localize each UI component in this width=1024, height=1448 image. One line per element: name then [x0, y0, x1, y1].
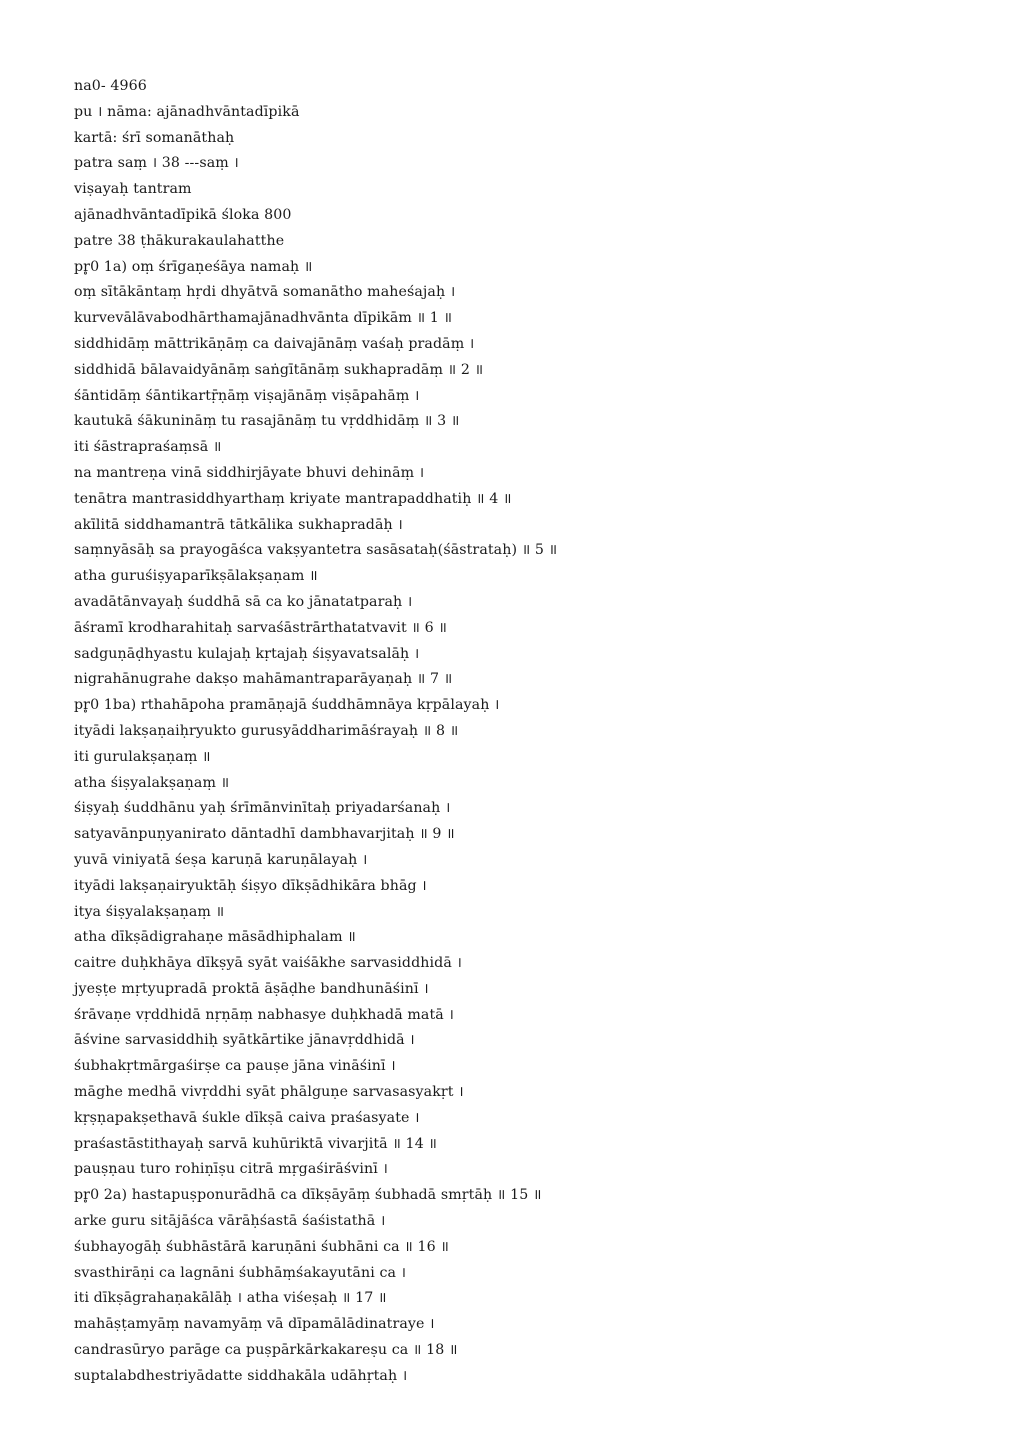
text-line: iti gurulakṣaṇaṃ ॥ — [74, 748, 211, 765]
text-line: śiṣyaḥ śuddhānu yaḥ śrīmānvinītaḥ priyadarśanaḥ । — [74, 800, 451, 817]
text-line: māghe medhā vivṛddhi syāt phālguṇe sarvasasyakṛt । — [74, 1084, 464, 1101]
text-line: jyeṣṭe mṛtyupradā proktā āṣāḍhe bandhunāśinī । — [74, 980, 429, 997]
text-line: mahāṣṭamyāṃ navamyāṃ vā dīpamālādinatraye । — [74, 1316, 435, 1333]
text-line: āśramī krodharahitaḥ sarvaśāstrārthatatvavit ॥ 6 ॥ — [74, 619, 447, 636]
text-line: svasthirāṇi ca lagnāni śubhāṃśakayutāni ca । — [74, 1264, 407, 1281]
text-line-book-name: pu । nāma: ajānadhvāntadīpikā — [74, 103, 300, 120]
text-line-folio-source: patre 38 ṭhākurakaulahatthe — [74, 232, 285, 249]
text-line: pr̥0 2a) hastapuṣponurādhā ca dīkṣāyāṃ śubhadā smṛtāḥ ॥ 15 ॥ — [74, 1187, 542, 1204]
text-line: iti dīkṣāgrahaṇakālāḥ । atha viśeṣaḥ ॥ 17 ॥ — [74, 1290, 387, 1307]
text-line: kurvevālāvabodhārthamajānadhvānta dīpikām ॥ 1 ॥ — [74, 310, 453, 327]
text-line: saṃnyāsāḥ sa prayogāśca vakṣyantetra sasāsataḥ(śāstrataḥ) ॥ 5 ॥ — [74, 542, 558, 559]
text-line: āśvine sarvasiddhiḥ syātkārtike jānavṛddhidā । — [74, 1032, 415, 1049]
text-line: siddhidā bālavaidyānāṃ saṅgītānāṃ sukhapradāṃ ॥ 2 ॥ — [74, 361, 484, 378]
text-line-catalog-number: na0- 4966 — [74, 78, 147, 94]
text-line: ityādi lakṣaṇairyuktāḥ śiṣyo dīkṣādhikāra bhāg । — [74, 877, 427, 894]
text-line: kṛṣṇapakṣethavā śukle dīkṣā caiva praśasyate । — [74, 1109, 420, 1126]
text-line: śrāvaṇe vṛddhidā nṛṇāṃ nabhasye duḥkhadā matā । — [74, 1006, 454, 1023]
text-line: sadguṇāḍhyastu kulajaḥ kṛtajaḥ śiṣyavatsalāḥ । — [74, 645, 420, 662]
text-line: iti śāstrapraśaṃsā ॥ — [74, 439, 222, 456]
text-line: satyavānpuṇyanirato dāntadhī dambhavarjitaḥ ॥ 9 ॥ — [74, 826, 455, 843]
text-line: śubhakṛtmārgaśirṣe ca pauṣe jāna vināśinī । — [74, 1058, 396, 1075]
text-line: tenātra mantrasiddhyarthaṃ kriyate mantrapaddhatiḥ ॥ 4 ॥ — [74, 490, 512, 507]
text-line: śubhayogāḥ śubhāstārā karuṇāni śubhāni ca ॥ 16 ॥ — [74, 1238, 449, 1255]
text-line: pr̥0 1ba) rthahāpoha pramāṇajā śuddhāmnāya kṛpālayaḥ । — [74, 697, 500, 714]
text-line: suptalabdhestriyādatte siddhakāla udāhṛtaḥ । — [74, 1367, 408, 1384]
text-line: yuvā viniyatā śeṣa karuṇā karuṇālayaḥ । — [74, 851, 368, 868]
text-line: ityādi lakṣaṇaiḥryukto gurusyāddharimāśrayaḥ ॥ 8 ॥ — [74, 722, 459, 739]
text-line: śāntidāṃ śāntikartṝṇāṃ viṣajānāṃ viṣāpahāṃ । — [74, 387, 420, 404]
text-line-subject: viṣayaḥ tantram — [74, 181, 192, 198]
text-line: praśastāstithayaḥ sarvā kuhūriktā vivarjitā ॥ 14 ॥ — [74, 1135, 438, 1152]
text-line: itya śiṣyalakṣaṇaṃ ॥ — [74, 903, 225, 920]
text-line: atha dīkṣādigrahaṇe māsādhiphalam ॥ — [74, 929, 356, 946]
text-line-folio-count: patra saṃ । 38 ---saṃ । — [74, 155, 239, 172]
text-line: atha guruśiṣyaparīkṣālakṣaṇam ॥ — [74, 568, 318, 585]
text-line: kautukā śākunināṃ tu rasajānāṃ tu vṛddhidāṃ ॥ 3 ॥ — [74, 413, 460, 430]
text-line: na mantreṇa vinā siddhirjāyate bhuvi dehināṃ । — [74, 464, 425, 481]
manuscript-transcript — [74, 74, 974, 1390]
text-line-author: kartā: śrī somanāthaḥ — [74, 129, 235, 146]
text-line: atha śiṣyalakṣaṇaṃ ॥ — [74, 774, 230, 791]
text-line: akīlitā siddhamantrā tātkālika sukhapradāḥ । — [74, 516, 403, 533]
text-line: nigrahānugrahe dakṣo mahāmantraparāyaṇaḥ ॥ 7 ॥ — [74, 671, 453, 688]
text-line: avadātānvayaḥ śuddhā sā ca ko jānatatparaḥ । — [74, 593, 413, 610]
text-line: arke guru sitājāśca vārāḥśastā śaśistathā । — [74, 1213, 386, 1230]
text-line: caitre duḥkhāya dīkṣyā syāt vaiśākhe sarvasiddhidā । — [74, 955, 462, 972]
text-line: pauṣṇau turo rohiṇīṣu citrā mṛgaśirāśvinī । — [74, 1161, 388, 1178]
text-line-shloka-count: ajānadhvāntadīpikā śloka 800 — [74, 206, 292, 223]
text-line: siddhidāṃ māttrikāṇāṃ ca daivajānāṃ vaśaḥ pradāṃ । — [74, 335, 475, 352]
text-line: candrasūryo parāge ca puṣpārkārkakareṣu ca ॥ 18 ॥ — [74, 1342, 458, 1359]
text-line: pr̥0 1a) oṃ śrīgaṇeśāya namaḥ ॥ — [74, 258, 313, 275]
text-line: oṃ sītākāntaṃ hṛdi dhyātvā somanātho maheśajaḥ । — [74, 284, 456, 301]
